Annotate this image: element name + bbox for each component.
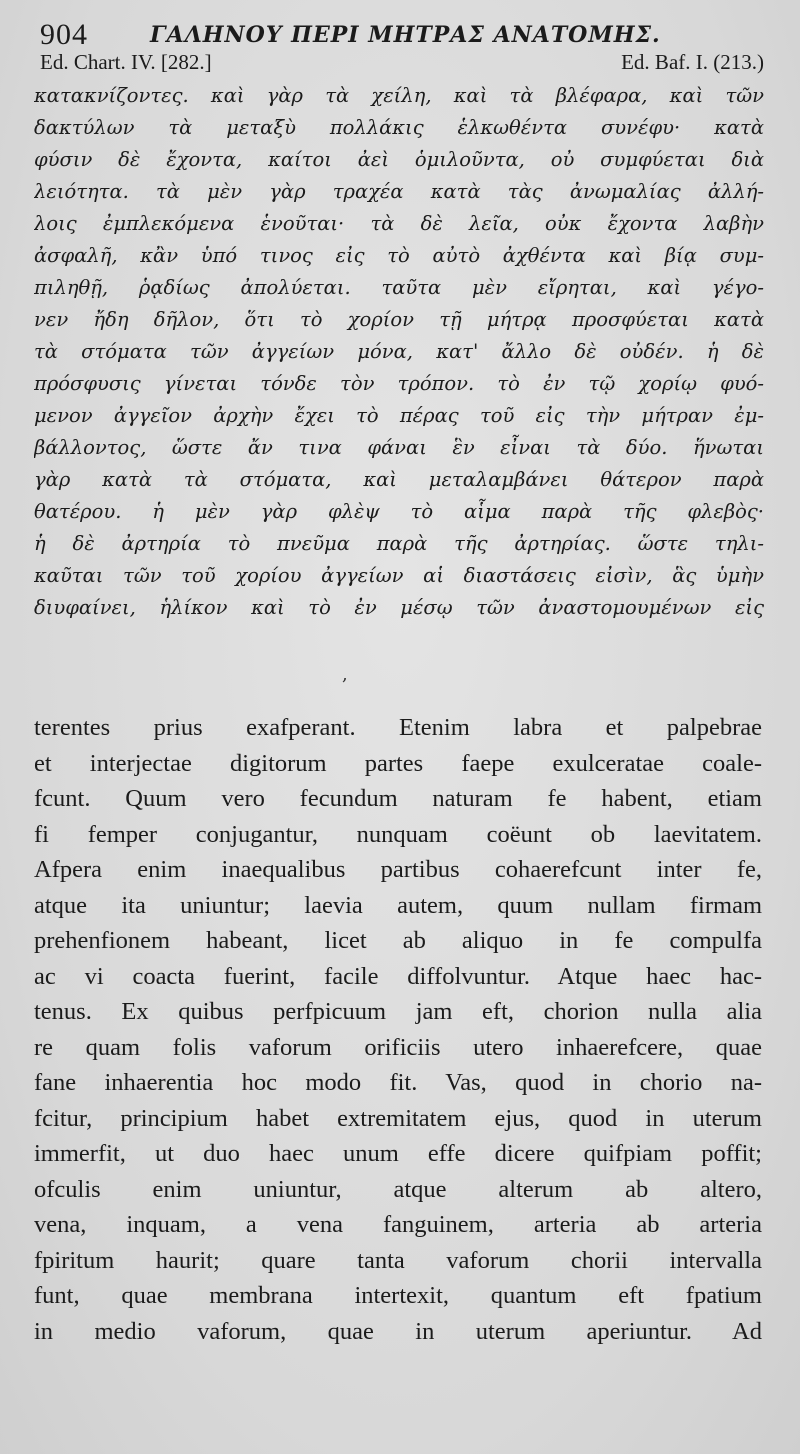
greek-line: βάλλοντος, ὥστε ἄν τινα φάναι ἓν εἶναι τὰ δύο. ἥνωται [34,436,764,459]
edition-references [34,46,766,78]
greek-line: νεν ἤδη δῆλον, ὅτι τὸ χορίον τῇ μήτρᾳ προσφύεται κατὰ [34,308,764,331]
greek-line: πρόσφυσις γίνεται τόνδε τὸν τρόπον. τὸ ἐν τῷ χορίῳ φυό- [34,372,764,395]
latin-line: tenus. Ex quibus perfpicuum jam eft, chorion nulla alia [34,998,762,1025]
latin-line: prehenfionem habeant, licet ab aliquo in fe compulfa [34,927,762,954]
greek-line: πιληθῇ, ῥᾳδίως ἀπολύεται. ταῦτα μὲν εἴρηται, καὶ γέγο- [34,276,764,299]
greek-line: λειότητα. τὰ μὲν γὰρ τραχέα κατὰ τὰς ἀνωμαλίας ἀλλή- [34,180,764,203]
latin-line: ac vi coacta fuerint, facile diffolvuntur. Atque haec hac- [34,962,762,990]
page-number: 904 [40,18,88,51]
greek-line: δακτύλων τὰ μεταξὺ πολλάκις ἑλκωθέντα συνέφυ· κατὰ [34,116,764,139]
greek-line: κατακνίζοντες. καὶ γὰρ τὰ χείλη, καὶ τὰ βλέφαρα, καὶ τῶν [34,84,764,107]
latin-line: Afpera enim inaequalibus partibus cohaerefcunt inter fe, [34,856,762,883]
latin-line: fcunt. Quum vero fecundum naturam fe habent, etiam [34,785,762,812]
latin-line: fcitur, principium habet extremitatem ejus, quod in uterum [34,1104,762,1132]
running-head [34,0,766,51]
latin-line: funt, quae membrana intertexit, quantum eft fpatium [34,1282,762,1309]
greek-line: λοις ἐμπλεκόμενα ἑνοῦται· τὰ δὲ λεῖα, οὐκ ἔχοντα λαβὴν [34,212,764,235]
greek-text-block [34,78,766,624]
edition-basel-reference: Ed. Baf. I. (213.) [621,50,764,74]
greek-line: ἡ δὲ ἀρτηρία τὸ πνεῦμα παρὰ τῆς ἀρτηρίας. ὥστε τηλι- [34,532,764,555]
section-divider [34,624,766,710]
latin-line: atque ita uniuntur; laevia autem, quum nullam firmam [34,891,762,919]
edition-chartier-reference: Ed. Chart. IV. [282.] [40,50,212,74]
greek-line: διυφαίνει, ἡλίκον καὶ τὸ ἐν μέσῳ τῶν ἀναστομουμένων εἰς [34,596,764,619]
latin-line: ofculis enim uniuntur, atque alterum ab altero, [34,1175,762,1203]
greek-line: γὰρ κατὰ τὰ στόματα, καὶ μεταλαμβάνει θάτερον παρὰ [34,468,764,491]
latin-line: immerfit, ut duo haec unum effe dicere quifpiam poffit; [34,1140,762,1167]
latin-text-block [34,710,766,1349]
greek-line: μενον ἀγγεῖον ἀρχὴν ἔχει τὸ πέρας τοῦ εἰς τὴν μήτραν ἐμ- [34,404,764,427]
greek-line: θατέρου. ἡ μὲν γὰρ φλὲψ τὸ αἷμα παρὰ τῆς φλεβὸς· [34,500,764,523]
latin-line: fane inhaerentia hoc modo fit. Vas, quod in chorio na- [34,1069,762,1096]
latin-line: in medio vaforum, quae in uterum aperiuntur. Ad [34,1317,762,1345]
divider-mark: , [342,664,348,685]
greek-line: τὰ στόματα τῶν ἀγγείων μόνα, κατ' ἄλλο δὲ οὐδέν. ἡ δὲ [34,340,764,363]
running-title: ΓΑΛΗΝΟΥ ΠΕΡΙ ΜΗΤΡΑΣ ΑΝΑΤΟΜΗΣ. [150,22,661,48]
greek-line: φύσιν δὲ ἔχοντα, καίτοι ἀεὶ ὁμιλοῦντα, οὐ συμφύεται διὰ [34,148,764,171]
latin-line: fi femper conjugantur, nunquam coëunt ob laevitatem. [34,820,762,848]
latin-line: fpiritum haurit; quare tanta vaforum chorii intervalla [34,1246,762,1274]
latin-line: re quam folis vaforum orificiis utero inhaerefcere, quae [34,1033,762,1061]
greek-line: ἀσφαλῆ, κἂν ὑπό τινος εἰς τὸ αὐτὸ ἀχθέντα καὶ βίᾳ συμ- [34,244,764,267]
greek-line: καῦται τῶν τοῦ χορίου ἀγγείων αἱ διαστάσεις εἰσὶν, ἃς ὑμὴν [34,564,764,587]
latin-line: et interjectae digitorum partes faepe exulceratae coale- [34,749,762,777]
latin-line: vena, inquam, a vena fanguinem, arteria ab arteria [34,1211,762,1238]
latin-line: terentes prius exafperant. Etenim labra et palpebrae [34,714,762,741]
